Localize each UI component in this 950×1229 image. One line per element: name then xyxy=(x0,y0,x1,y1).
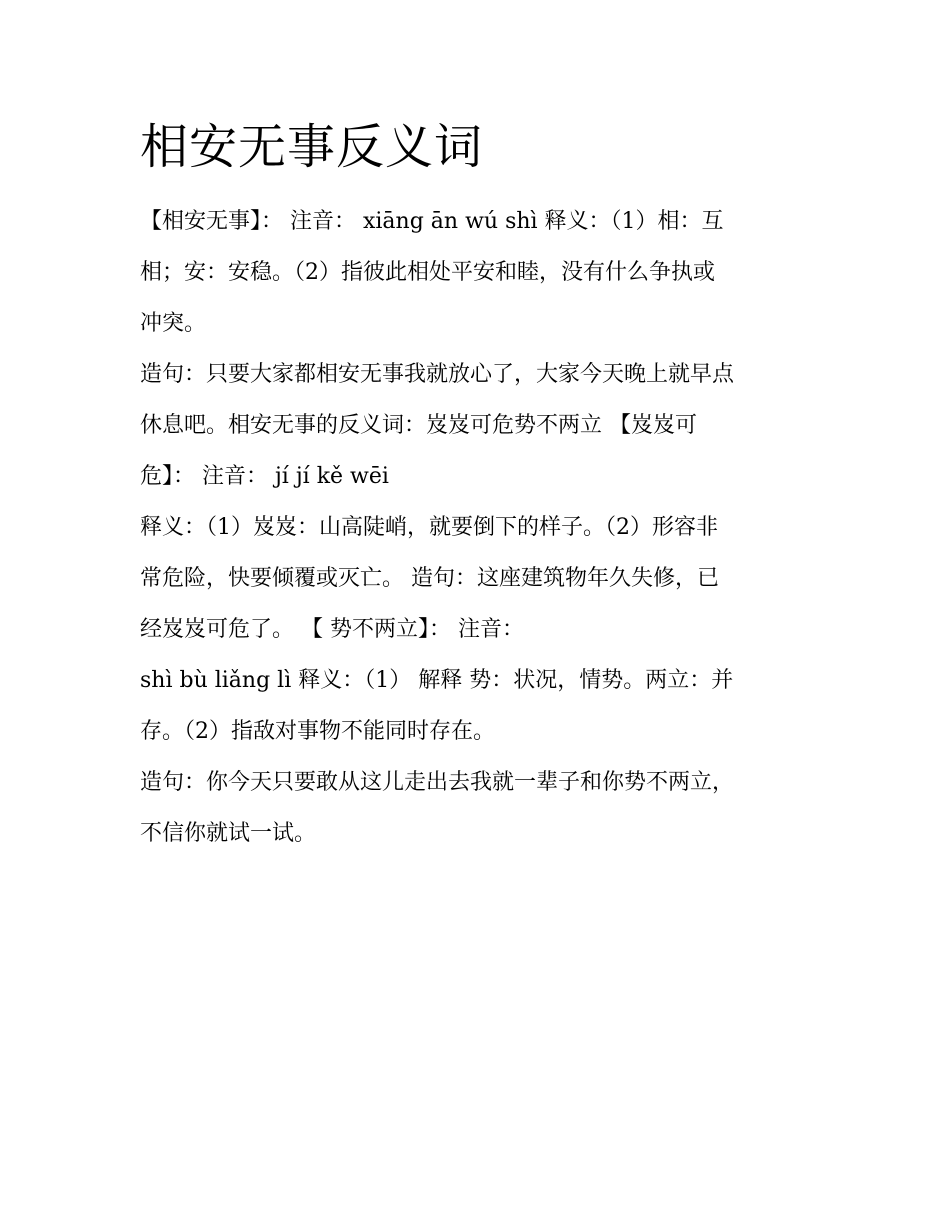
body-line-4: 造句：只要大家都相安无事我就放心了，大家今天晚上就早点 xyxy=(140,362,735,387)
body-line-12: 造句：你今天只要敢从这儿走出去我就一辈子和你势不两立， xyxy=(140,770,735,795)
body-line-2: 相；安：安稳。（2）指彼此相处平安和睦，没有什么争执或 xyxy=(140,260,715,285)
body-line-9: 经岌岌可危了。 【 势不两立】： 注音： xyxy=(140,617,524,642)
body-line-10: shì bù liǎng lì 释义：（1） 解释 势：状况，情势。两立：并 xyxy=(140,668,734,693)
document-title: 相安无事反义词 xyxy=(140,119,484,175)
body-line-7: 释义：（1）岌岌：山高陡峭，就要倒下的样子。（2）形容非 xyxy=(140,515,718,540)
document-body xyxy=(140,196,820,859)
body-line-8: 常危险，快要倾覆或灭亡。 造句：这座建筑物年久失修，已 xyxy=(140,566,719,591)
body-line-13: 不信你就试一试。 xyxy=(140,821,317,846)
body-line-1: 【相安无事】： 注音： xiāng ān wú shì 释义：（1）相：互 xyxy=(140,209,724,234)
body-line-5: 休息吧。相安无事的反义词：岌岌可危势不两立 【岌岌可 xyxy=(140,413,697,438)
body-line-11: 存。（2）指敌对事物不能同时存在。 xyxy=(140,719,495,744)
body-line-6: 危】： 注音： jí jí kě wēi xyxy=(140,464,389,489)
body-line-3: 冲突。 xyxy=(140,311,207,336)
